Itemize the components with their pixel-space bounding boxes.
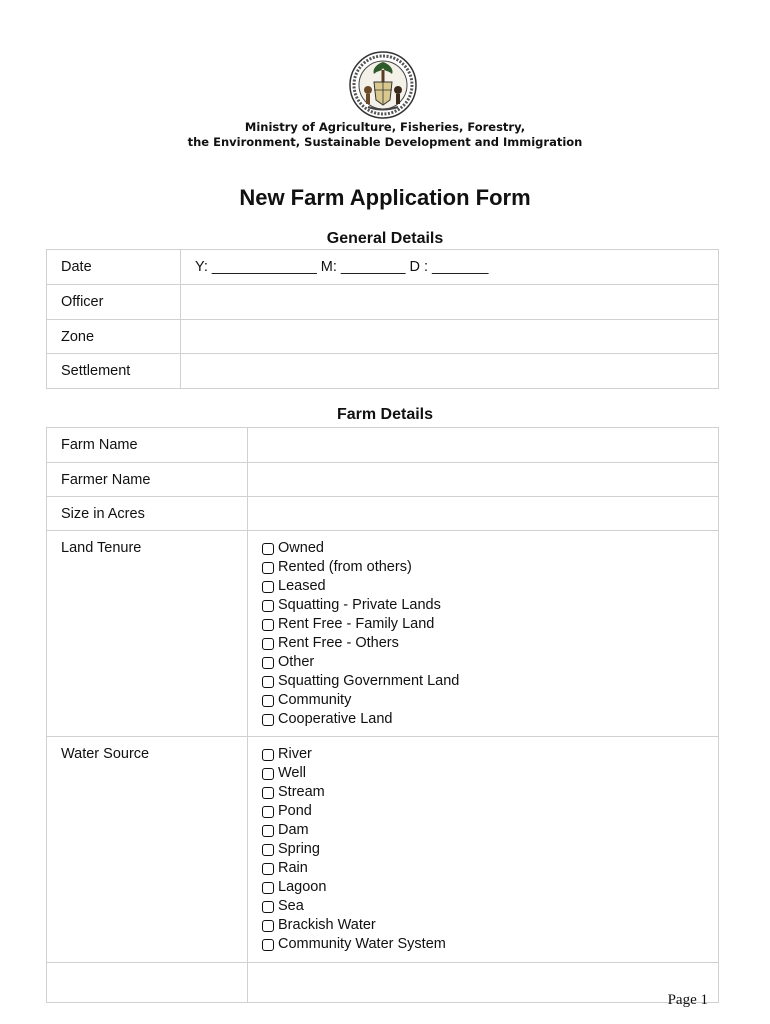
- land-tenure-option[interactable]: [262, 710, 704, 729]
- checkbox-label: Well: [278, 765, 306, 781]
- farm-row-water-source: [47, 737, 719, 963]
- water-source-options: [248, 737, 719, 963]
- officer-field[interactable]: [181, 285, 719, 320]
- field-label: Water Source: [47, 737, 248, 963]
- field-label: Settlement: [47, 354, 181, 389]
- water-source-option[interactable]: [262, 821, 704, 840]
- checkbox[interactable]: [262, 787, 274, 799]
- farm-details-table: [46, 427, 719, 1003]
- checkbox[interactable]: [262, 581, 274, 593]
- farm-row-land-tenure: [47, 531, 719, 737]
- land-tenure-option[interactable]: [262, 634, 704, 653]
- field-label: Zone: [47, 320, 181, 354]
- checkbox-label: Lagoon: [278, 879, 327, 895]
- checkbox-label: Rent Free - Family Land: [278, 616, 435, 632]
- belize-coat-of-arms-icon: [348, 50, 418, 120]
- land-tenure-option[interactable]: [262, 615, 704, 634]
- checkbox-label: Rented (from others): [278, 559, 412, 575]
- field-label: Officer: [47, 285, 181, 320]
- checkbox-label: Cooperative Land: [278, 711, 393, 727]
- checkbox-label: Community Water System: [278, 936, 446, 952]
- general-details-title: General Details: [326, 230, 444, 247]
- field-label: Size in Acres: [47, 497, 248, 531]
- land-tenure-option[interactable]: [262, 653, 704, 672]
- checkbox[interactable]: [262, 768, 274, 780]
- general-row-settlement: [47, 354, 719, 389]
- checkbox-label: River: [278, 746, 312, 762]
- checkbox-label: Rent Free - Others: [278, 635, 399, 651]
- checkbox[interactable]: [262, 676, 274, 688]
- checkbox-label: Dam: [278, 822, 309, 838]
- checkbox-label: Owned: [278, 540, 324, 556]
- checkbox[interactable]: [262, 806, 274, 818]
- land-tenure-option[interactable]: [262, 558, 704, 577]
- checkbox-label: Stream: [278, 784, 325, 800]
- farm-row-size: [47, 497, 719, 531]
- checkbox[interactable]: [262, 619, 274, 631]
- checkbox[interactable]: [262, 920, 274, 932]
- checkbox[interactable]: [262, 600, 274, 612]
- checkbox[interactable]: [262, 543, 274, 555]
- general-row-officer: [47, 285, 719, 320]
- checkbox-label: Brackish Water: [278, 917, 376, 933]
- ministry-name-line-1: Ministry of Agriculture, Fisheries, Forestry,: [244, 120, 526, 134]
- water-source-option[interactable]: [262, 897, 704, 916]
- checkbox-label: Pond: [278, 803, 312, 819]
- checkbox-label: Community: [278, 692, 352, 708]
- land-tenure-option[interactable]: [262, 596, 704, 615]
- checkbox[interactable]: [262, 657, 274, 669]
- field-label: Land Tenure: [47, 531, 248, 737]
- checkbox-label: Squatting Government Land: [278, 673, 460, 689]
- general-details-table: [46, 249, 719, 389]
- settlement-field[interactable]: [181, 354, 719, 389]
- checkbox[interactable]: [262, 939, 274, 951]
- water-source-option[interactable]: [262, 840, 704, 859]
- checkbox[interactable]: [262, 882, 274, 894]
- field-label: Date: [47, 250, 181, 285]
- checkbox-label: Other: [278, 654, 315, 670]
- checkbox[interactable]: [262, 562, 274, 574]
- checkbox-label: Rain: [278, 860, 308, 876]
- field-label: Farm Name: [47, 428, 248, 463]
- date-field[interactable]: Y: _____________ M: ________ D : _______: [181, 250, 719, 285]
- form-title: New Farm Application Form: [239, 185, 531, 210]
- checkbox-label: Spring: [278, 841, 320, 857]
- water-source-option[interactable]: [262, 764, 704, 783]
- checkbox[interactable]: [262, 749, 274, 761]
- checkbox[interactable]: [262, 714, 274, 726]
- farm-row-farmer-name: [47, 463, 719, 497]
- water-source-option[interactable]: [262, 783, 704, 802]
- farmer-name-field[interactable]: [248, 463, 719, 497]
- page-number: Page 1: [667, 992, 708, 1008]
- checkbox[interactable]: [262, 901, 274, 913]
- land-tenure-option[interactable]: [262, 577, 704, 596]
- checkbox[interactable]: [262, 638, 274, 650]
- checkbox-label: Squatting - Private Lands: [278, 597, 441, 613]
- land-tenure-options: [248, 531, 719, 737]
- general-row-zone: [47, 320, 719, 354]
- water-source-option[interactable]: [262, 802, 704, 821]
- water-source-option[interactable]: [262, 935, 704, 954]
- checkbox-label: Sea: [278, 898, 304, 914]
- land-tenure-option[interactable]: [262, 539, 704, 558]
- ministry-name-line-2: the Environment, Sustainable Development and Immigration: [187, 135, 583, 149]
- farm-name-field[interactable]: [248, 428, 719, 463]
- water-source-option[interactable]: [262, 745, 704, 764]
- checkbox[interactable]: [262, 695, 274, 707]
- checkbox[interactable]: [262, 825, 274, 837]
- size-in-acres-field[interactable]: [248, 497, 719, 531]
- checkbox[interactable]: [262, 844, 274, 856]
- water-source-option[interactable]: [262, 916, 704, 935]
- farm-row-farm-name: [47, 428, 719, 463]
- field-label: Farmer Name: [47, 463, 248, 497]
- farm-row-next: [47, 963, 719, 1003]
- land-tenure-option[interactable]: [262, 672, 704, 691]
- field-label: [47, 963, 248, 1003]
- water-source-option[interactable]: [262, 859, 704, 878]
- land-tenure-option[interactable]: [262, 691, 704, 710]
- next-field[interactable]: [248, 963, 719, 1003]
- checkbox[interactable]: [262, 863, 274, 875]
- water-source-option[interactable]: [262, 878, 704, 897]
- zone-field[interactable]: [181, 320, 719, 354]
- general-row-date: [47, 250, 719, 285]
- farm-details-title: Farm Details: [336, 406, 434, 423]
- checkbox-label: Leased: [278, 578, 326, 594]
